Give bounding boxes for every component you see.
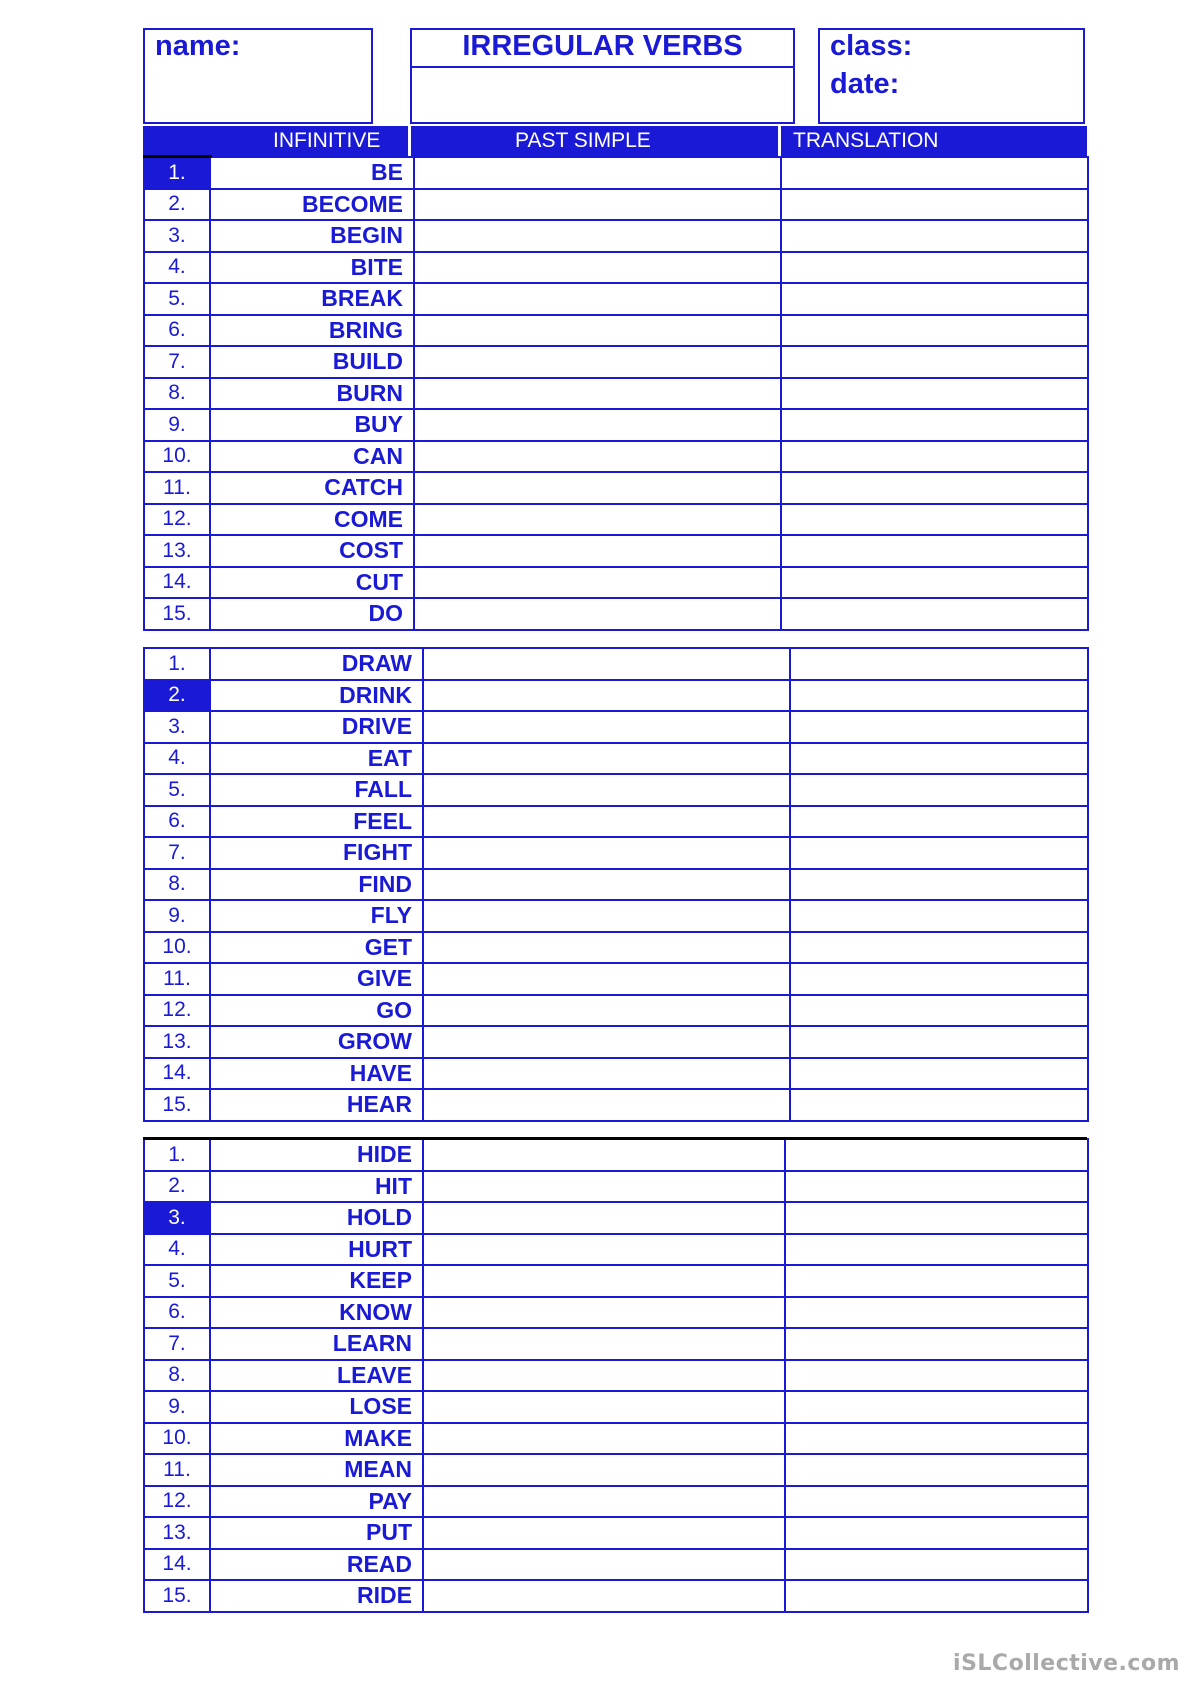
infinitive-cell: BREAK xyxy=(210,283,414,315)
row-number: 9. xyxy=(144,409,210,441)
row-number: 1. xyxy=(144,1139,210,1171)
column-header-bar xyxy=(143,126,1087,156)
past-simple-cell[interactable] xyxy=(414,504,781,536)
past-simple-cell[interactable] xyxy=(423,1486,785,1518)
infinitive-cell: RIDE xyxy=(210,1580,423,1612)
infinitive-cell: BE xyxy=(210,157,414,189)
infinitive-cell: DO xyxy=(210,598,414,630)
table-row xyxy=(144,252,1088,284)
table-row xyxy=(144,598,1088,630)
verb-table-2 xyxy=(143,647,1089,1122)
infinitive-cell: KNOW xyxy=(210,1297,423,1329)
table-row xyxy=(144,900,1088,932)
table-row xyxy=(144,869,1088,901)
row-number: 9. xyxy=(144,1391,210,1423)
past-simple-header: PAST SIMPLE xyxy=(515,129,651,152)
translation-cell[interactable] xyxy=(785,1454,1088,1486)
translation-cell[interactable] xyxy=(785,1265,1088,1297)
row-number: 5. xyxy=(144,1265,210,1297)
translation-cell[interactable] xyxy=(790,900,1088,932)
table-row xyxy=(144,189,1088,221)
row-number: 7. xyxy=(144,837,210,869)
translation-cell[interactable] xyxy=(781,220,1088,252)
table-row xyxy=(144,774,1088,806)
past-simple-cell[interactable] xyxy=(423,1454,785,1486)
infinitive-cell: CUT xyxy=(210,567,414,599)
translation-cell[interactable] xyxy=(785,1139,1088,1171)
translation-cell[interactable] xyxy=(790,869,1088,901)
past-simple-cell[interactable] xyxy=(423,1139,785,1171)
past-simple-cell[interactable] xyxy=(414,409,781,441)
row-number: 15. xyxy=(144,1089,210,1121)
row-number: 14. xyxy=(144,567,210,599)
infinitive-cell: GET xyxy=(210,932,423,964)
table-row xyxy=(144,1423,1088,1455)
infinitive-cell: PUT xyxy=(210,1517,423,1549)
past-simple-cell[interactable] xyxy=(423,1089,790,1121)
table-row xyxy=(144,1328,1088,1360)
past-simple-cell[interactable] xyxy=(414,441,781,473)
table-row xyxy=(144,1026,1088,1058)
infinitive-cell: BUY xyxy=(210,409,414,441)
row-number: 8. xyxy=(144,378,210,410)
table-row xyxy=(144,346,1088,378)
infinitive-cell: DRINK xyxy=(210,680,423,712)
row-number: 15. xyxy=(144,598,210,630)
infinitive-cell: CATCH xyxy=(210,472,414,504)
table-row xyxy=(144,743,1088,775)
translation-cell[interactable] xyxy=(781,472,1088,504)
infinitive-cell: HOLD xyxy=(210,1202,423,1234)
translation-cell[interactable] xyxy=(785,1486,1088,1518)
row-number: 12. xyxy=(144,1486,210,1518)
row-number: 1. xyxy=(144,157,210,189)
table-row xyxy=(144,1360,1088,1392)
row-number: 7. xyxy=(144,1328,210,1360)
infinitive-cell: HIT xyxy=(210,1171,423,1203)
translation-cell[interactable] xyxy=(781,315,1088,347)
row-number: 7. xyxy=(144,346,210,378)
row-number: 14. xyxy=(144,1058,210,1090)
infinitive-cell: MAKE xyxy=(210,1423,423,1455)
past-simple-cell[interactable] xyxy=(423,1328,785,1360)
past-simple-cell[interactable] xyxy=(414,252,781,284)
table-row xyxy=(144,648,1088,680)
table-row xyxy=(144,1202,1088,1234)
table-row xyxy=(144,1454,1088,1486)
table-row xyxy=(144,315,1088,347)
past-simple-cell[interactable] xyxy=(423,1202,785,1234)
watermark: iSLCollective.com xyxy=(953,1651,1180,1676)
infinitive-cell: LEARN xyxy=(210,1328,423,1360)
infinitive-cell: BURN xyxy=(210,378,414,410)
row-number: 11. xyxy=(144,963,210,995)
translation-cell[interactable] xyxy=(785,1517,1088,1549)
infinitive-cell: READ xyxy=(210,1549,423,1581)
infinitive-cell: MEAN xyxy=(210,1454,423,1486)
row-number: 4. xyxy=(144,743,210,775)
table-row xyxy=(144,1171,1088,1203)
past-simple-cell[interactable] xyxy=(423,869,790,901)
row-number: 9. xyxy=(144,900,210,932)
table-row xyxy=(144,378,1088,410)
infinitive-cell: GIVE xyxy=(210,963,423,995)
table-row xyxy=(144,1391,1088,1423)
past-simple-cell[interactable] xyxy=(423,774,790,806)
translation-cell[interactable] xyxy=(781,409,1088,441)
row-number: 8. xyxy=(144,869,210,901)
past-simple-cell[interactable] xyxy=(423,963,790,995)
past-simple-cell[interactable] xyxy=(423,1391,785,1423)
translation-cell[interactable] xyxy=(785,1360,1088,1392)
past-simple-cell[interactable] xyxy=(423,932,790,964)
translation-cell[interactable] xyxy=(790,648,1088,680)
infinitive-cell: LOSE xyxy=(210,1391,423,1423)
translation-cell[interactable] xyxy=(781,567,1088,599)
infinitive-cell: BRING xyxy=(210,315,414,347)
past-simple-cell[interactable] xyxy=(423,1297,785,1329)
past-simple-cell[interactable] xyxy=(423,743,790,775)
past-simple-cell[interactable] xyxy=(423,1058,790,1090)
row-number: 2. xyxy=(144,1171,210,1203)
translation-cell[interactable] xyxy=(781,504,1088,536)
row-number: 3. xyxy=(144,711,210,743)
table-row xyxy=(144,1058,1088,1090)
row-number: 13. xyxy=(144,535,210,567)
row-number: 2. xyxy=(144,189,210,221)
past-simple-cell[interactable] xyxy=(423,900,790,932)
past-simple-cell[interactable] xyxy=(423,680,790,712)
translation-cell[interactable] xyxy=(781,252,1088,284)
translation-cell[interactable] xyxy=(785,1423,1088,1455)
table-row xyxy=(144,157,1088,189)
header-divider-1 xyxy=(408,126,411,156)
infinitive-cell: EAT xyxy=(210,743,423,775)
translation-cell[interactable] xyxy=(781,346,1088,378)
infinitive-cell: GROW xyxy=(210,1026,423,1058)
table-row xyxy=(144,1265,1088,1297)
infinitive-cell: BEGIN xyxy=(210,220,414,252)
past-simple-cell[interactable] xyxy=(414,220,781,252)
table-row xyxy=(144,1139,1088,1171)
table-1-top-rule xyxy=(143,155,212,158)
infinitive-cell: HURT xyxy=(210,1234,423,1266)
row-number: 4. xyxy=(144,252,210,284)
table-row xyxy=(144,220,1088,252)
infinitive-header: INFINITIVE xyxy=(273,129,381,152)
row-number: 4. xyxy=(144,1234,210,1266)
row-number: 12. xyxy=(144,504,210,536)
table-row xyxy=(144,932,1088,964)
row-number: 6. xyxy=(144,806,210,838)
past-simple-cell[interactable] xyxy=(414,567,781,599)
translation-cell[interactable] xyxy=(781,378,1088,410)
row-number: 2. xyxy=(144,680,210,712)
row-number: 3. xyxy=(144,1202,210,1234)
row-number: 15. xyxy=(144,1580,210,1612)
past-simple-cell[interactable] xyxy=(414,189,781,221)
translation-cell[interactable] xyxy=(790,806,1088,838)
table-row xyxy=(144,1297,1088,1329)
translation-cell[interactable] xyxy=(790,1058,1088,1090)
past-simple-cell[interactable] xyxy=(423,1360,785,1392)
row-number: 10. xyxy=(144,1423,210,1455)
table-row xyxy=(144,963,1088,995)
table-row xyxy=(144,535,1088,567)
infinitive-cell: PAY xyxy=(210,1486,423,1518)
table-row xyxy=(144,1580,1088,1612)
past-simple-cell[interactable] xyxy=(414,535,781,567)
table-row xyxy=(144,1517,1088,1549)
translation-cell[interactable] xyxy=(790,1089,1088,1121)
table-row xyxy=(144,1549,1088,1581)
translation-cell[interactable] xyxy=(785,1234,1088,1266)
table-row xyxy=(144,806,1088,838)
header-divider-2 xyxy=(778,126,781,156)
translation-cell[interactable] xyxy=(785,1171,1088,1203)
translation-cell[interactable] xyxy=(785,1328,1088,1360)
title-subbox[interactable] xyxy=(410,66,795,124)
infinitive-cell: FIND xyxy=(210,869,423,901)
verb-table-1 xyxy=(143,156,1089,631)
past-simple-cell[interactable] xyxy=(423,1549,785,1581)
translation-cell[interactable] xyxy=(790,774,1088,806)
row-number: 13. xyxy=(144,1026,210,1058)
row-number: 12. xyxy=(144,995,210,1027)
row-number: 13. xyxy=(144,1517,210,1549)
past-simple-cell[interactable] xyxy=(414,378,781,410)
row-number: 6. xyxy=(144,315,210,347)
translation-cell[interactable] xyxy=(790,1026,1088,1058)
past-simple-cell[interactable] xyxy=(423,1234,785,1266)
infinitive-cell: FIGHT xyxy=(210,837,423,869)
infinitive-cell: BITE xyxy=(210,252,414,284)
infinitive-cell: BECOME xyxy=(210,189,414,221)
translation-cell[interactable] xyxy=(785,1297,1088,1329)
infinitive-cell: DRAW xyxy=(210,648,423,680)
past-simple-cell[interactable] xyxy=(423,837,790,869)
translation-header: TRANSLATION xyxy=(793,129,939,152)
past-simple-cell[interactable] xyxy=(423,806,790,838)
worksheet-title: IRREGULAR VERBS xyxy=(462,30,743,62)
infinitive-cell: LEAVE xyxy=(210,1360,423,1392)
row-number: 6. xyxy=(144,1297,210,1329)
row-number: 5. xyxy=(144,774,210,806)
table-row xyxy=(144,711,1088,743)
infinitive-cell: HEAR xyxy=(210,1089,423,1121)
past-simple-cell[interactable] xyxy=(414,157,781,189)
table-row xyxy=(144,995,1088,1027)
table-row xyxy=(144,837,1088,869)
translation-cell[interactable] xyxy=(785,1391,1088,1423)
table-row xyxy=(144,680,1088,712)
translation-cell[interactable] xyxy=(781,283,1088,315)
row-number: 3. xyxy=(144,220,210,252)
past-simple-cell[interactable] xyxy=(423,1265,785,1297)
infinitive-cell: BUILD xyxy=(210,346,414,378)
translation-cell[interactable] xyxy=(781,157,1088,189)
date-label: date: xyxy=(830,68,900,100)
translation-cell[interactable] xyxy=(790,963,1088,995)
infinitive-cell: CAN xyxy=(210,441,414,473)
infinitive-cell: COME xyxy=(210,504,414,536)
past-simple-cell[interactable] xyxy=(423,711,790,743)
row-number: 14. xyxy=(144,1549,210,1581)
past-simple-cell[interactable] xyxy=(423,995,790,1027)
row-number: 10. xyxy=(144,441,210,473)
translation-cell[interactable] xyxy=(785,1580,1088,1612)
table-row xyxy=(144,283,1088,315)
translation-cell[interactable] xyxy=(790,932,1088,964)
translation-cell[interactable] xyxy=(781,189,1088,221)
past-simple-cell[interactable] xyxy=(423,1171,785,1203)
row-number: 11. xyxy=(144,1454,210,1486)
translation-cell[interactable] xyxy=(785,1202,1088,1234)
table-row xyxy=(144,1089,1088,1121)
translation-cell[interactable] xyxy=(781,441,1088,473)
infinitive-cell: DRIVE xyxy=(210,711,423,743)
past-simple-cell[interactable] xyxy=(423,1517,785,1549)
past-simple-cell[interactable] xyxy=(414,283,781,315)
infinitive-cell: GO xyxy=(210,995,423,1027)
translation-cell[interactable] xyxy=(790,711,1088,743)
past-simple-cell[interactable] xyxy=(414,315,781,347)
table-row xyxy=(144,504,1088,536)
class-label: class: xyxy=(830,30,913,62)
past-simple-cell[interactable] xyxy=(414,598,781,630)
infinitive-cell: FEEL xyxy=(210,806,423,838)
infinitive-cell: KEEP xyxy=(210,1265,423,1297)
past-simple-cell[interactable] xyxy=(423,648,790,680)
verb-table-3 xyxy=(143,1138,1089,1613)
translation-cell[interactable] xyxy=(781,535,1088,567)
infinitive-cell: HIDE xyxy=(210,1139,423,1171)
row-number: 10. xyxy=(144,932,210,964)
table-row xyxy=(144,1486,1088,1518)
row-number: 1. xyxy=(144,648,210,680)
table-row xyxy=(144,567,1088,599)
translation-cell[interactable] xyxy=(790,680,1088,712)
infinitive-cell: FALL xyxy=(210,774,423,806)
name-label: name: xyxy=(155,30,241,62)
past-simple-cell[interactable] xyxy=(423,1026,790,1058)
translation-cell[interactable] xyxy=(785,1549,1088,1581)
past-simple-cell[interactable] xyxy=(423,1580,785,1612)
past-simple-cell[interactable] xyxy=(414,472,781,504)
past-simple-cell[interactable] xyxy=(423,1423,785,1455)
row-number: 11. xyxy=(144,472,210,504)
infinitive-cell: COST xyxy=(210,535,414,567)
table-row xyxy=(144,1234,1088,1266)
table-row xyxy=(144,409,1088,441)
infinitive-cell: HAVE xyxy=(210,1058,423,1090)
past-simple-cell[interactable] xyxy=(414,346,781,378)
translation-cell[interactable] xyxy=(790,995,1088,1027)
infinitive-cell: FLY xyxy=(210,900,423,932)
translation-cell[interactable] xyxy=(790,743,1088,775)
table-row xyxy=(144,472,1088,504)
translation-cell[interactable] xyxy=(790,837,1088,869)
table-row xyxy=(144,441,1088,473)
table-3-top-rule xyxy=(143,1137,1087,1140)
translation-cell[interactable] xyxy=(781,598,1088,630)
row-number: 8. xyxy=(144,1360,210,1392)
row-number: 5. xyxy=(144,283,210,315)
